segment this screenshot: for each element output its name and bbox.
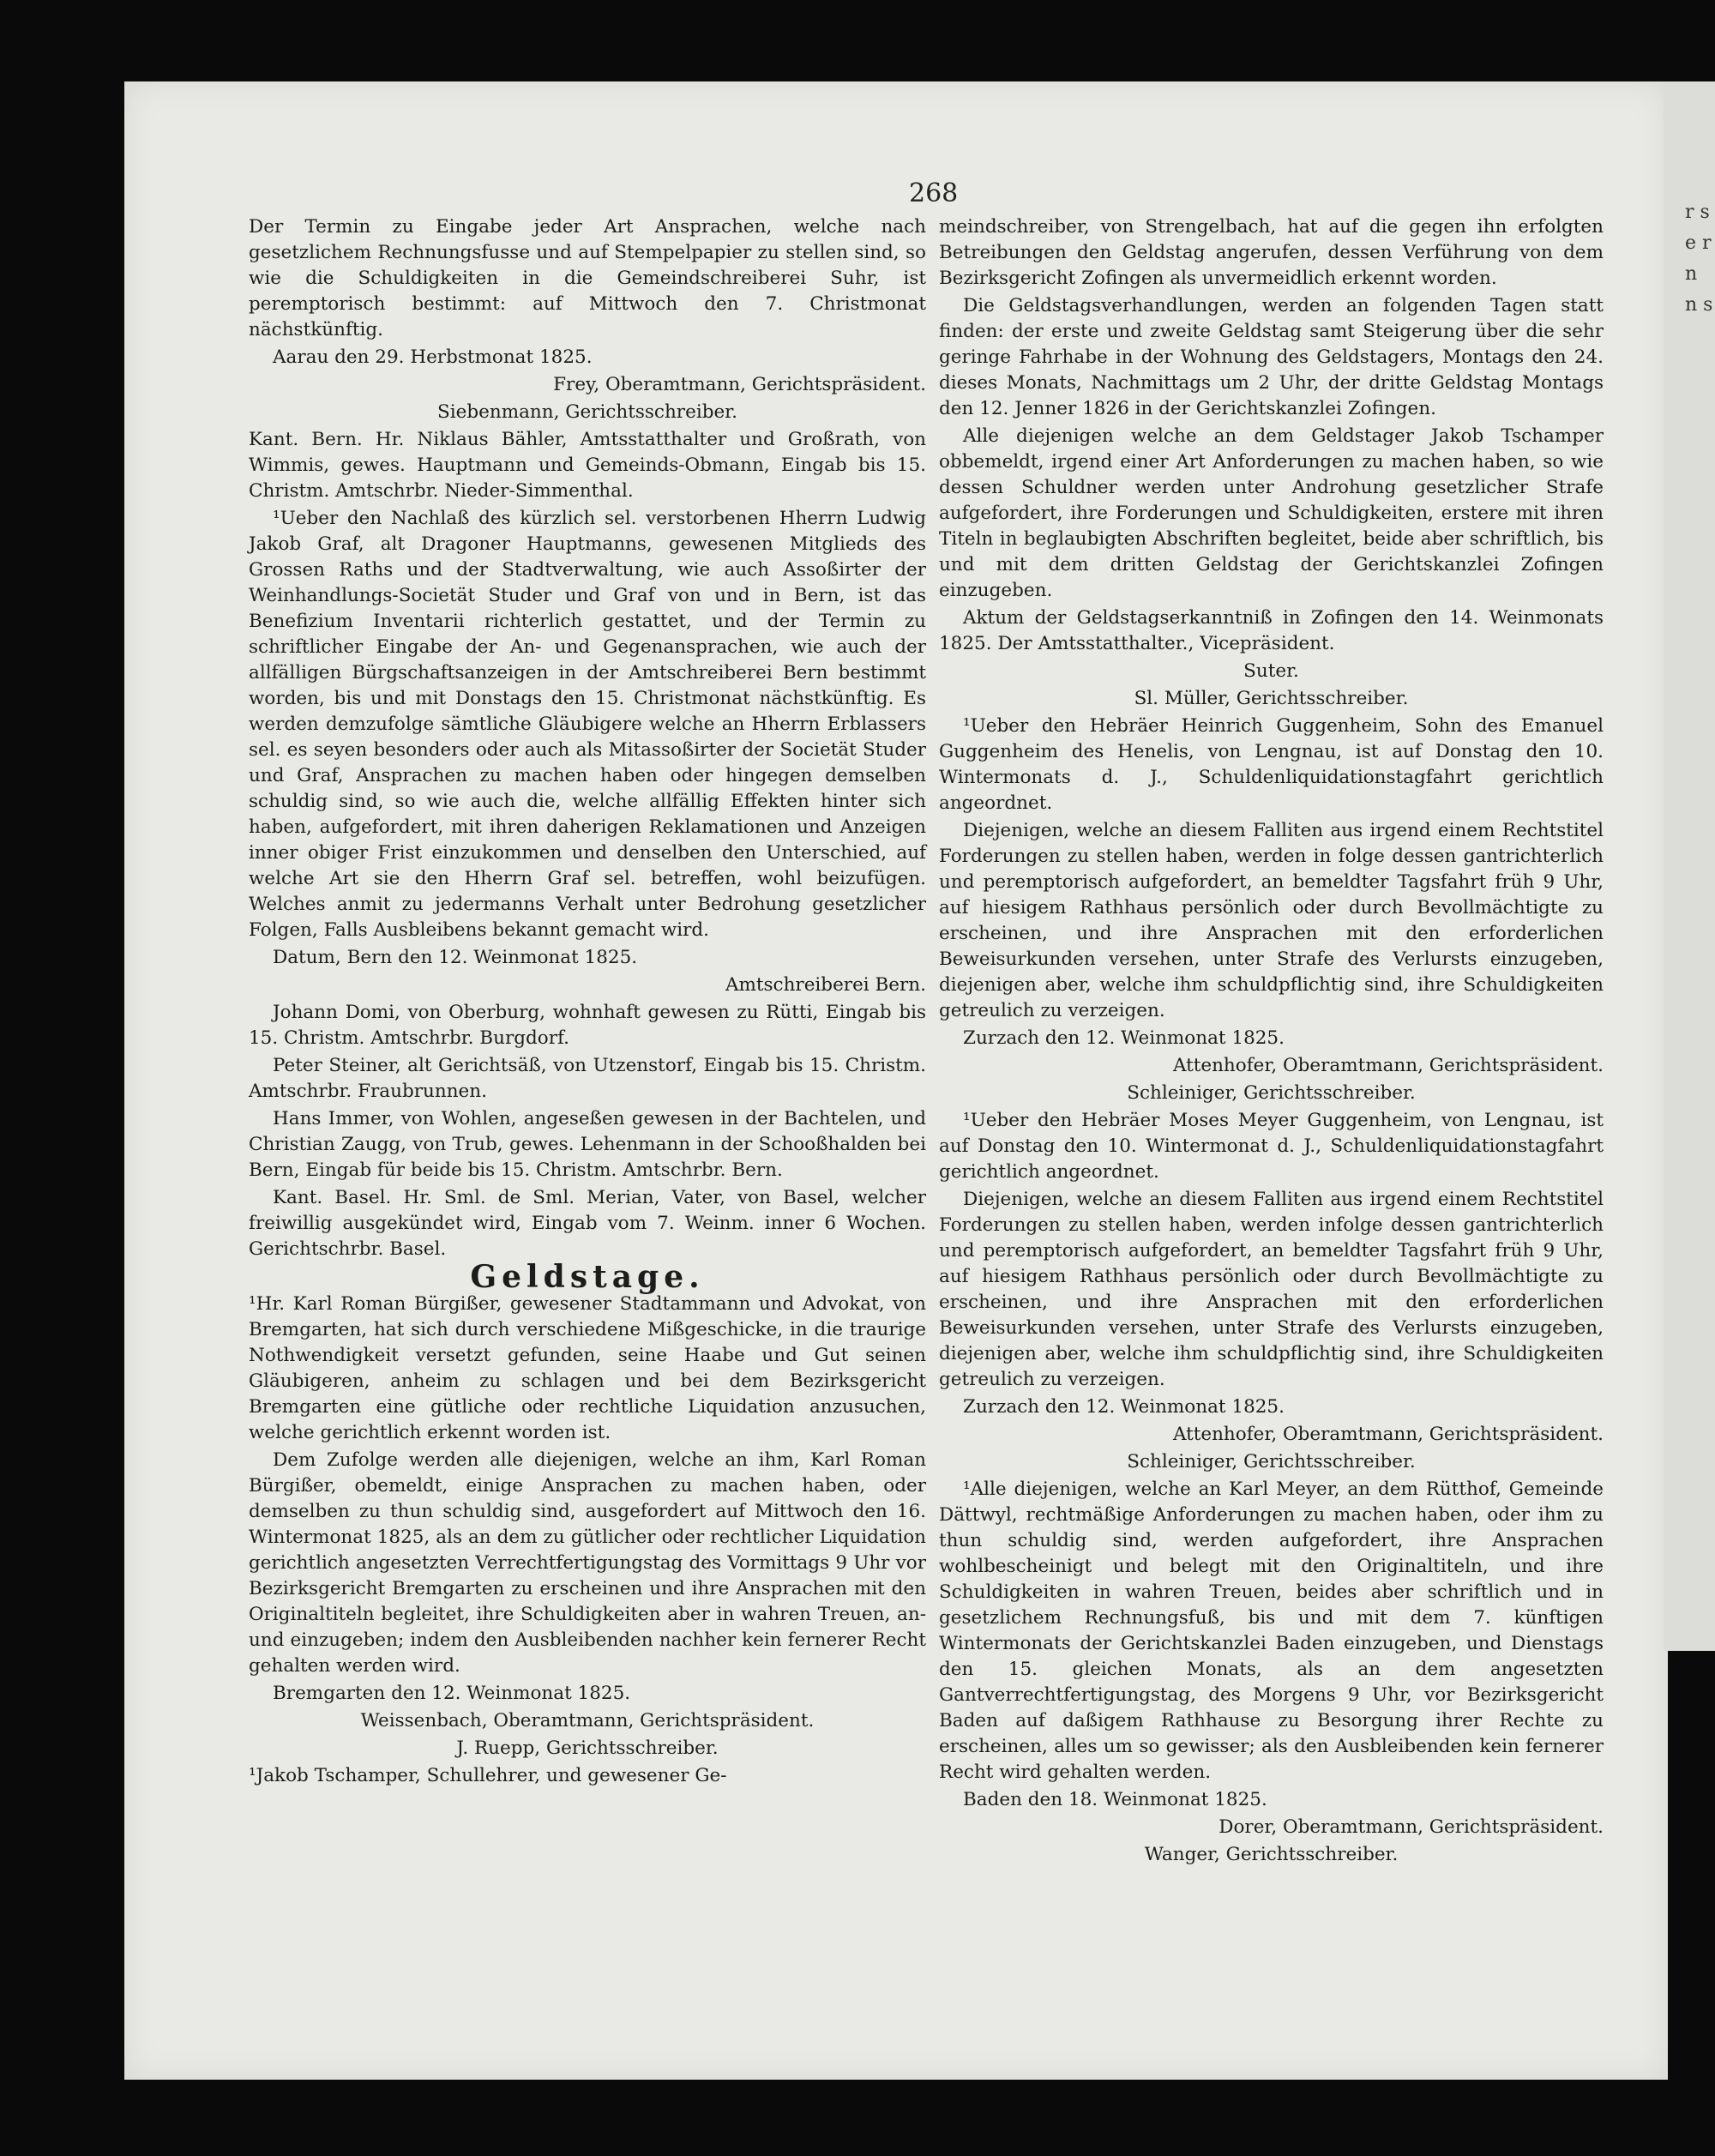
- notice-paragraph: ¹Hr. Karl Roman Bürgißer, gewesener Stadtammann und Advokat, von Bremgarten, hat sich durch verschiedene Mißgeschicke, in die traurige Nothwendigkeit versetzt gefunden, seine Haabe und Gut seinen Gläubigeren, anheim zu schlagen und bei dem Bezirksgericht Bremgarten eine gütliche oder rechtliche Liquidation anzusuchen, welche gerichtlich erkennt worden ist.: [249, 1293, 926, 1443]
- place-date-line: Bremgarten den 12. Weinmonat 1825.: [273, 1683, 631, 1704]
- notice-paragraph: Dem Zufolge werden alle diejenigen, welche an ihm, Karl Roman Bürgißer, obemeldt, einige Ansprachen zu machen haben, oder demselben zu thun schuldig sind, ausgefordert auf Mittwoch den 16. Wintermonat 1825, als an dem zu gütlicher oder rechtlicher Liquidation gerichtlich angesetzten Verrechtfertigungstag des Vormittags 9 Uhr vor Bezirksgericht Bremgarten zu erscheinen und ihre Ansprachen mit den Originaltiteln begleitet, ihre Schuldigkeiten aber in wahren Treuen, an- und einzugeben; indem den Ausbleibenden nachher kein fernerer Recht gehalten werden wird.: [249, 1449, 926, 1677]
- signature-line: Dorer, Oberamtmann, Gerichtspräsident.: [1219, 1816, 1604, 1838]
- notice-paragraph: meindschreiber, von Strengelbach, hat auf die gegen ihn erfolgten Betreibungen den Geldstag angerufen, dessen Verführung von dem Bezirksgericht Zofingen als unvermeidlich erkennt worden.: [939, 216, 1604, 289]
- signature-line: Schleiniger, Gerichtsschreiber.: [1127, 1451, 1416, 1472]
- signature-line: Amtschreiberei Bern.: [725, 974, 926, 996]
- signature-line: Frey, Oberamtmann, Gerichtspräsident.: [553, 374, 926, 395]
- signature-line: Attenhofer, Oberamtmann, Gerichtspräsident.: [1172, 1055, 1604, 1076]
- notice-paragraph: Die Geldstagsverhandlungen, werden an folgenden Tagen statt finden: der erste und zweite Geldstag samt Steigerung über die sehr geringe Fahrhabe in der Wohnung des Geldstagers, Montags den 24. dieses Monats, Nachmittags um 2 Uhr, der dritte Geldstag Montags den 12. Jenner 1826 in der Gerichtskanzlei Zofingen.: [939, 295, 1604, 419]
- notice-paragraph: ¹Ueber den Hebräer Heinrich Guggenheim, Sohn des Emanuel Guggenheim des Henelis, von Lengnau, ist auf Donstag den 10. Wintermonats d. J., Schuldenliquidationstagfahrt gerichtlich angeordnet.: [939, 715, 1604, 814]
- place-date-line: Aarau den 29. Herbstmonat 1825.: [273, 346, 593, 368]
- signature-line: Attenhofer, Oberamtmann, Gerichtspräsident.: [1172, 1424, 1604, 1445]
- notice-paragraph: Alle diejenigen welche an dem Geldstager Jakob Tschamper obbemeldt, irgend einer Art Anforderungen zu machen haben, so wie dessen Schuldner werden unter Androhung gesetzlicher Strafe aufgefordert, ihre Forderungen und Schuldigkeiten, erstere mit ihren Titeln in beglaubigten Abschriften begleitet, beide aber schriftlich, bis und mit dem dritten Geldstag der Gerichtskanzlei Zofingen einzugeben.: [939, 425, 1604, 601]
- place-date-line: Baden den 18. Weinmonat 1825.: [963, 1789, 1267, 1810]
- place-date-line: Zurzach den 12. Weinmonat 1825.: [963, 1396, 1285, 1418]
- signature-line: Schleiniger, Gerichtsschreiber.: [1127, 1082, 1416, 1104]
- right-column: [939, 214, 1604, 1870]
- notice-paragraph: Kant. Basel. Hr. Sml. de Sml. Merian, Vater, von Basel, welcher freiwillig ausgekündet wird, Eingab vom 7. Weinm. inner 6 Wochen. Gerichtschrbr. Basel.: [249, 1187, 926, 1260]
- signature-line: Siebenmann, Gerichtsschreiber.: [437, 401, 737, 423]
- notice-paragraph: Der Termin zu Eingabe jeder Art Ansprachen, welche nach gesetzlichem Rechnungsfusse und auf Stempelpapier zu stellen sind, so wie die Schuldigkeiten in die Gemeindschreiberei Suhr, ist peremptorisch bestimmt: auf Mittwoch den 7. Christmonat nächstkünftig.: [249, 216, 926, 340]
- place-date-line: Aktum der Geldstagserkanntniß in Zofingen den 14. Weinmonats 1825. Der Amtsstatthalter., Vicepräsident.: [939, 607, 1604, 654]
- left-column: [249, 214, 926, 1791]
- section-heading: Geldstage.: [470, 1259, 705, 1295]
- signature-line: Suter.: [1243, 660, 1299, 682]
- notice-paragraph: Johann Domi, von Oberburg, wohnhaft gewesen zu Rütti, Eingab bis 15. Christm. Amtschrbr. Burgdorf.: [249, 1002, 926, 1049]
- signature-line: Sl. Müller, Gerichtsschreiber.: [1134, 688, 1409, 709]
- place-date-line: Datum, Bern den 12. Weinmonat 1825.: [273, 947, 638, 968]
- notice-paragraph: Hans Immer, von Wohlen, angeseßen gewesen in der Bachtelen, und Christian Zaugg, von Trub, gewes. Lehenmann in der Schooßhalden bei Bern, Eingab für beide bis 15. Christm. Amtschrbr. Bern.: [249, 1108, 926, 1181]
- notice-paragraph: ¹Jakob Tschamper, Schullehrer, und gewesener Ge-: [249, 1765, 727, 1786]
- adjacent-page-text: r s e r n n s: [1685, 202, 1713, 316]
- notice-paragraph: ¹Alle diejenigen, welche an Karl Meyer, an dem Rütthof, Gemeinde Dättwyl, rechtmäßige Anforderungen zu machen haben, oder ihm zu thun schuldig sind, werden aufgefordert, ihre Ansprachen wohlbescheinigt und belegt mit den Originaltiteln, und ihre Schuldigkeiten in wahren Treuen, beides aber schriftlich und in gesetzlichem Rechnungsfuß, bis und mit dem 7. künftigen Wintermonats der Gerichtskanzlei Baden einzugeben, und Dienstags den 15. gleichen Monats, als an dem angesetzten Gantverrechtfertigungstag, des Morgens 9 Uhr, vor Bezirksgericht Baden auf daßigem Rathhause zu Besorgung ihrer Rechte zu erscheinen, alles um so gewisser; als den Ausbleibenden kein fernerer Recht wird gehalten werden.: [939, 1478, 1604, 1783]
- page-number: 268: [909, 178, 959, 208]
- notice-paragraph: ¹Ueber den Hebräer Moses Meyer Guggenheim, von Lengnau, ist auf Donstag den 10. Wintermonat d. J., Schuldenliquidationstagfahrt gerichtlich angeordnet.: [939, 1110, 1604, 1183]
- place-date-line: Zurzach den 12. Weinmonat 1825.: [963, 1027, 1285, 1049]
- notice-paragraph: Diejenigen, welche an diesem Falliten aus irgend einem Rechtstitel Forderungen zu stellen haben, werden infolge dessen gantrichterlich und peremptorisch aufgefordert, an bemeldter Tagsfahrt früh 9 Uhr, auf hiesigem Rathhaus persönlich oder durch Bevollmächtigte zu erscheinen, und ihre Ansprachen mit den erforderlichen Beweisurkunden versehen, unter Strafe des Verlursts einzugeben, diejenigen aber, welche ihm schuldpflichtig sind, ihre Schuldigkeiten getreulich zu verzeigen.: [939, 1189, 1604, 1390]
- notice-paragraph: Diejenigen, welche an diesem Falliten aus irgend einem Rechtstitel Forderungen zu stellen haben, werden in folge dessen gantrichterlich und peremptorisch aufgefordert, an bemeldter Tagsfahrt früh 9 Uhr, auf hiesigem Rathhaus persönlich oder durch Bevollmächtigte zu erscheinen, und ihre Ansprachen mit den erforderlichen Beweisurkunden versehen, unter Strafe des Verlursts einzugeben, diejenigen aber, welche ihm schuldpflichtig sind, ihre Schuldigkeiten getreulich zu verzeigen.: [939, 820, 1604, 1021]
- signature-line: Weissenbach, Oberamtmann, Gerichtspräsident.: [360, 1710, 815, 1731]
- signature-line: Wanger, Gerichtsschreiber.: [1144, 1844, 1399, 1865]
- signature-line: J. Ruepp, Gerichtsschreiber.: [456, 1737, 719, 1759]
- notice-paragraph: ¹Ueber den Nachlaß des kürzlich sel. verstorbenen Hherrn Ludwig Jakob Graf, alt Dragoner Hauptmanns, gewesenen Mitglieds des Grossen Raths und der Stadtverwaltung, wie auch Assoßirter der Weinhandlungs-Societät Studer und Graf von und in Bern, ist das Benefizium Inventarii richterlich gestattet, und der Termin zu schriftlicher Eingabe der An- und Gegenansprachen, wie auch der allfälligen Bürgschaftsanzeigen in der Amtschreiberei Bern bestimmt worden, bis und mit Donstags den 15. Christmonat nächstkünftig. Es werden demzufolge sämtliche Gläubigere welche an Hherrn Erblassers sel. es seyen besonders oder auch als Mitassoßirter der Societät Studer und Graf, Ansprachen zu machen haben oder hingegen demselben schuldig sind, so wie auch die, welche allfällig Effekten hinter sich haben, aufgefordert, mit ihren daherigen Reklamationen und Anzeigen inner obiger Frist einzukommen und denselben den Unterschied, auf welche Art sie den Hherrn Graf sel. betreffen, wohl beizufügen. Welches anmit zu jedermanns Verhalt unter Bedrohung gesetzlicher Folgen, Falls Ausbleibens bekannt gemacht wird.: [249, 508, 926, 941]
- notice-paragraph: Kant. Bern. Hr. Niklaus Bähler, Amtsstatthalter und Großrath, von Wimmis, gewes. Hauptmann und Gemeinds-Obmann, Eingab bis 15. Christm. Amtschrbr. Nieder-Simmenthal.: [249, 429, 926, 502]
- notice-paragraph: Peter Steiner, alt Gerichtsäß, von Utzenstorf, Eingab bis 15. Christm. Amtschrbr. Fraubrunnen.: [249, 1055, 926, 1102]
